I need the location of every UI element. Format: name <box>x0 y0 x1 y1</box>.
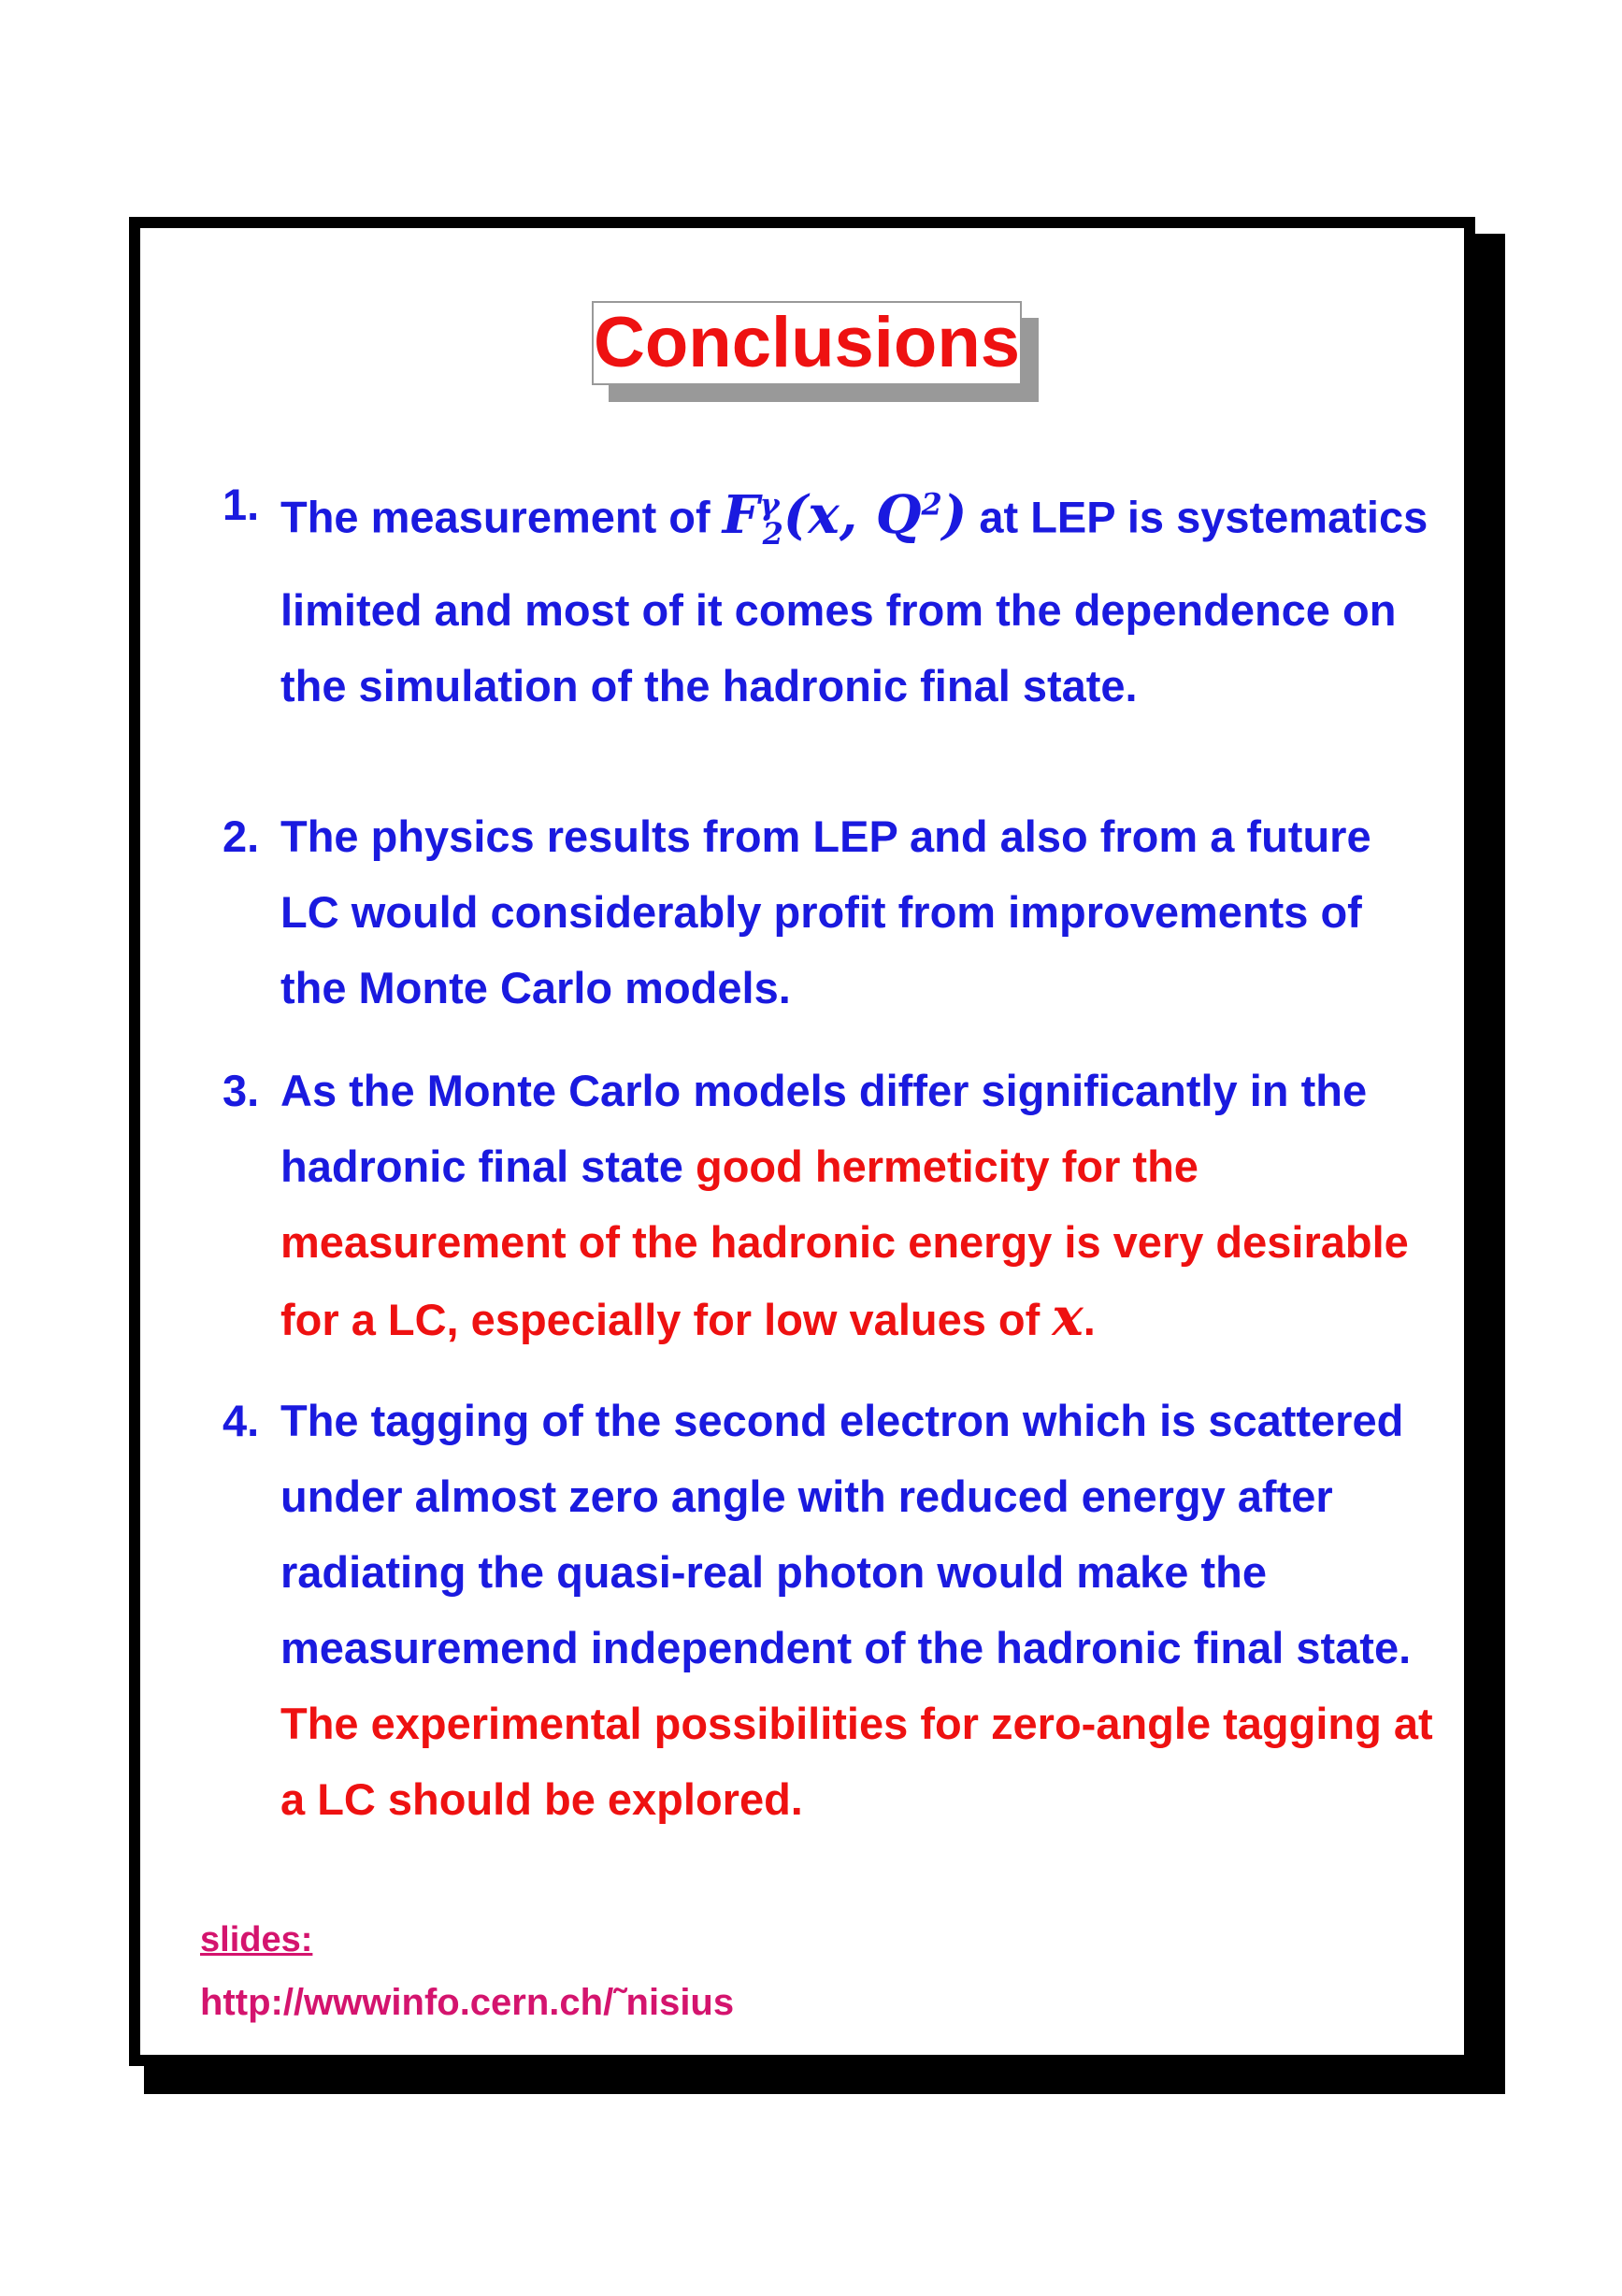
item-text <box>280 1383 1438 1837</box>
formula-f2-gamma <box>722 483 968 552</box>
item-number: 4. <box>222 1396 260 1445</box>
formula-x: x <box>1052 1286 1084 1348</box>
title-box <box>592 301 1022 385</box>
formula-close: ) <box>941 483 968 546</box>
list-item-4 <box>222 1383 1438 1837</box>
item-text: The physics results from LEP and also from a future LC would considerably profit from improvements of the Monte Carlo models. <box>280 811 1371 1012</box>
formula-arg-sup: 2 <box>921 486 942 522</box>
item-highlight: The experimental possibilities for zero-angle tagging at a LC should be explored. <box>280 1699 1433 1824</box>
item-text-prefix: The measurement of <box>280 492 723 542</box>
item-text-suffix: at LEP is systematics limited and most of it comes from the dependence on the simulation of the hadronic final state. <box>280 492 1428 710</box>
formula-sub: 2 <box>762 515 783 552</box>
formula-sup: γ <box>759 486 780 522</box>
item-number: 1. <box>222 480 260 529</box>
page-title: Conclusions <box>593 303 1021 382</box>
formula-args: (x, Q <box>782 483 922 546</box>
formula-base: F <box>722 483 760 546</box>
item-text <box>280 466 1438 724</box>
slides-url[interactable]: http://wwwinfo.cern.ch/˜nisius <box>200 1982 735 2023</box>
item-highlight-end: . <box>1083 1295 1096 1344</box>
list-item-1 <box>222 466 1438 724</box>
item-number: 2. <box>222 811 260 861</box>
list-item-3 <box>222 1053 1438 1357</box>
item-text-body: As the Monte Carlo models differ significantly in the hadronic final state <box>280 1066 1368 1191</box>
slides-label: slides: <box>200 1920 313 1959</box>
item-text-body: The tagging of the second electron which is scattered under almost zero angle with reduced energy after radiating the quasi-real photon would make the measuremend independent of the hadronic final state. <box>280 1396 1412 1672</box>
item-text <box>280 1053 1438 1357</box>
list-item-2 <box>222 798 1438 1026</box>
item-number: 3. <box>222 1066 260 1115</box>
item-highlight: good hermeticity for the measurement of the hadronic energy is very desirable for a LC, especially for low values of <box>280 1141 1409 1344</box>
slide-frame <box>129 217 1475 2066</box>
